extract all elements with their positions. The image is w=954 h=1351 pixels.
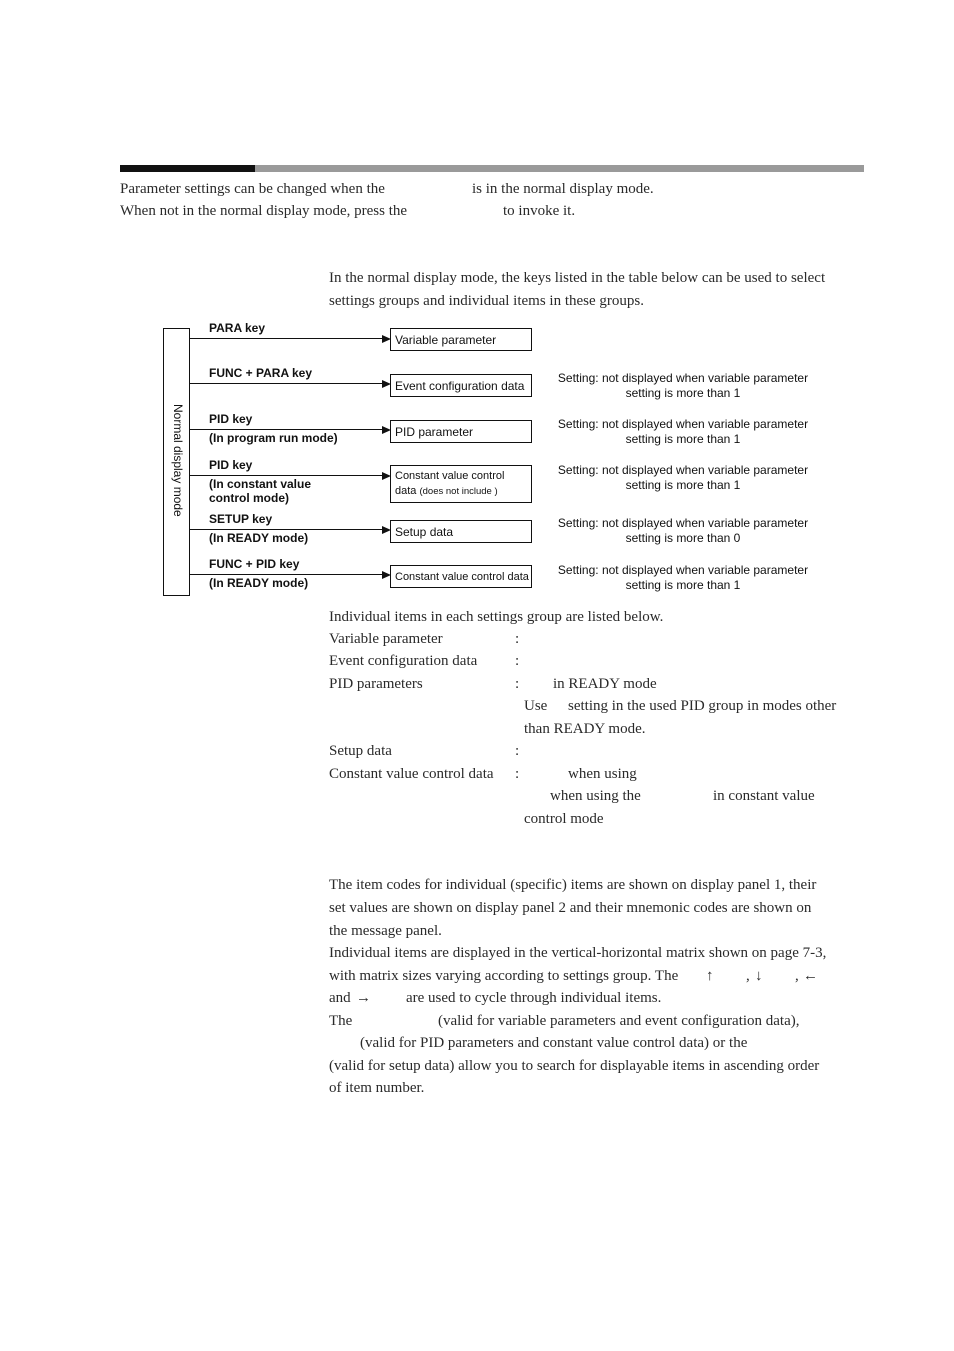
- group-box-event-configuration: Event configuration data: [390, 374, 532, 397]
- intro-line1b: is in the normal display mode.: [472, 181, 654, 197]
- item-value: when using: [568, 766, 637, 782]
- para2-line: of item number.: [329, 1080, 425, 1096]
- item-value: in READY mode: [553, 676, 657, 692]
- punctuation: ,: [795, 968, 799, 984]
- down-arrow-icon: ↓: [755, 968, 763, 984]
- item-name: PID parameters: [329, 676, 423, 692]
- row-key-sublabel: (In constant value: [209, 477, 312, 491]
- punctuation: ,: [746, 968, 750, 984]
- item-value: setting in the used PID group in modes other: [568, 698, 837, 714]
- row-key-label: PARA key: [209, 321, 266, 335]
- para2-line: (valid for PID parameters and constant value control data) or the: [360, 1035, 748, 1051]
- group-box-variable-parameter: Variable parameter: [390, 328, 532, 351]
- para1-line1: In the normal display mode, the keys listed in the table below can be used to select: [329, 270, 826, 286]
- right-arrow-icon: →: [356, 990, 371, 1006]
- row-note: Setting: not displayed when variable parameter setting is more than 1: [557, 371, 809, 400]
- item-value: in constant value: [713, 788, 815, 804]
- row-key-label: FUNC + PID key: [209, 557, 300, 571]
- para1-line2: settings groups and individual items in these groups.: [329, 293, 644, 309]
- row-note: Setting: not displayed when variable parameter setting is more than 1: [557, 417, 809, 446]
- row-key-label: SETUP key: [209, 512, 273, 526]
- section-bar-gray: [255, 165, 864, 172]
- item-value: control mode: [524, 811, 604, 827]
- para2-line: the message panel.: [329, 923, 442, 939]
- intro-line1a: Parameter settings can be changed when the: [120, 181, 385, 197]
- item-value: than READY mode.: [524, 721, 646, 737]
- para2-line: with matrix sizes varying according to settings group. The: [329, 968, 679, 984]
- item-colon: :: [515, 631, 520, 647]
- group-box-setup-data: Setup data: [390, 520, 532, 543]
- row-note: Setting: not displayed when variable parameter setting is more than 1: [557, 563, 809, 592]
- group-box-pid-parameter: PID parameter: [390, 420, 532, 443]
- item-name: Constant value control data: [329, 766, 494, 782]
- intro-line2a: When not in the normal display mode, press the: [120, 203, 408, 219]
- row-key-sublabel: (In READY mode): [209, 576, 309, 590]
- item-colon: :: [515, 766, 520, 782]
- row-key-sublabel: (In READY mode): [209, 531, 309, 545]
- connector-line: [190, 383, 382, 384]
- connector-line: [190, 529, 382, 530]
- item-colon: :: [515, 743, 520, 759]
- item-colon: :: [515, 653, 520, 669]
- intro-line2b: to invoke it.: [503, 203, 576, 219]
- connector-line: [190, 338, 382, 339]
- left-arrow-icon: ←: [803, 968, 818, 984]
- para2-line: (valid for variable parameters and event configuration data),: [438, 1013, 800, 1029]
- connector-line: [190, 475, 382, 476]
- para2-line: are used to cycle through individual items.: [406, 990, 662, 1006]
- para2-line: and: [329, 990, 351, 1006]
- item-name: Event configuration data: [329, 653, 478, 669]
- connector-line: [190, 429, 382, 430]
- para2-line: The: [329, 1013, 353, 1029]
- row-key-sublabel: (In program run mode): [209, 431, 338, 445]
- para2-line: (valid for setup data) allow you to search for displayable items in ascending order: [329, 1058, 820, 1074]
- item-name: Setup data: [329, 743, 392, 759]
- normal-display-mode-label: Normal display mode: [171, 404, 185, 517]
- row-key-sublabel: control mode): [209, 491, 289, 505]
- para2-line: Individual items are displayed in the vertical-horizontal matrix shown on page 7-3,: [329, 945, 827, 961]
- para2-line: The item codes for individual (specific) items are shown on display panel 1, their: [329, 877, 817, 893]
- item-colon: :: [515, 676, 520, 692]
- row-note: Setting: not displayed when variable parameter setting is more than 1: [557, 463, 809, 492]
- para2-line: set values are shown on display panel 2 and their mnemonic codes are shown on: [329, 900, 812, 916]
- section-bar-dark: [120, 165, 255, 172]
- items-intro: Individual items in each settings group are listed below.: [329, 609, 664, 625]
- row-key-label: FUNC + PARA key: [209, 366, 313, 380]
- item-name: Variable parameter: [329, 631, 443, 647]
- group-box-constant-value-control: Constant value control data (does not include ): [390, 465, 532, 503]
- item-value: when using the: [550, 788, 641, 804]
- row-key-label: PID key: [209, 458, 253, 472]
- up-arrow-icon: ↑: [706, 968, 714, 984]
- item-value: Use: [524, 698, 548, 714]
- row-note: Setting: not displayed when variable parameter setting is more than 0: [557, 516, 809, 545]
- connector-line: [190, 574, 382, 575]
- row-key-label: PID key: [209, 412, 253, 426]
- group-box-constant-value-control-data: Constant value control data: [390, 565, 532, 588]
